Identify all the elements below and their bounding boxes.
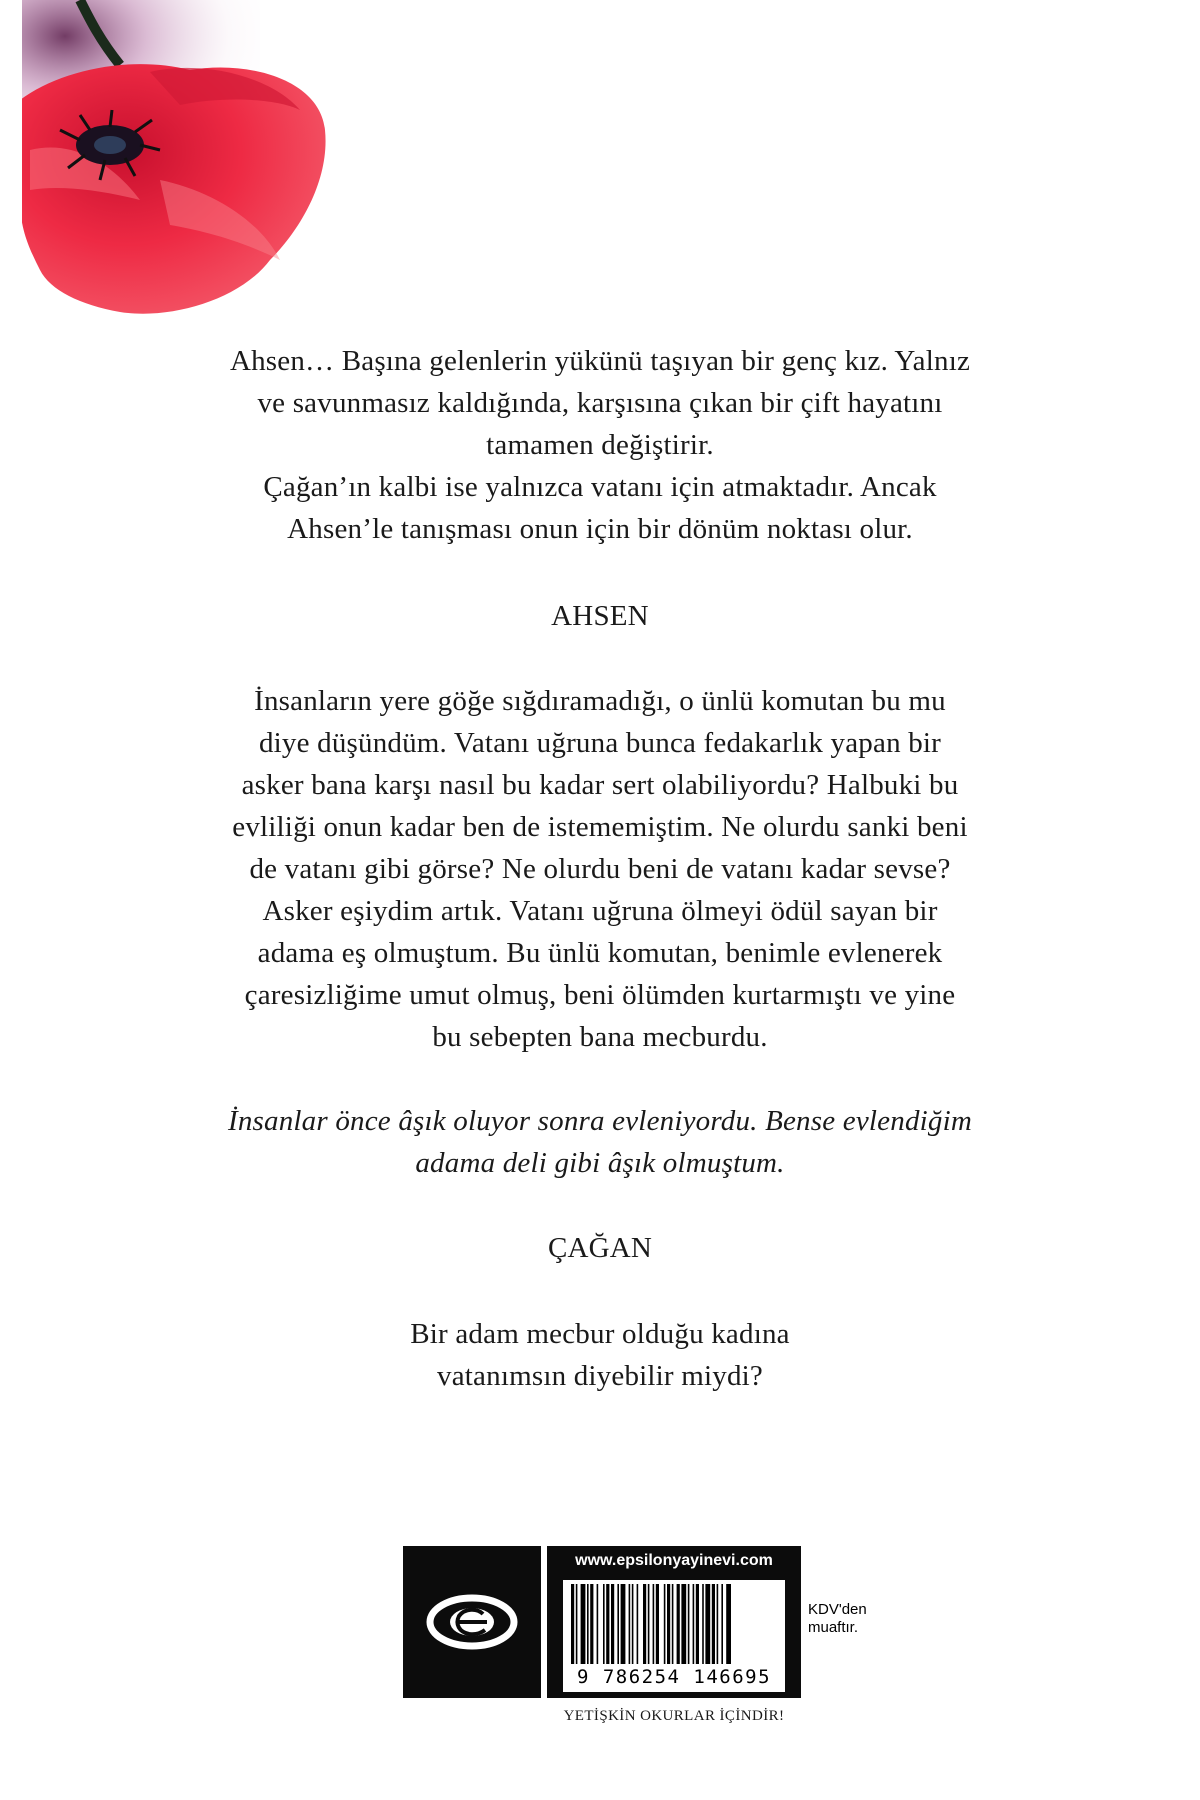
publisher-logo-box	[403, 1546, 541, 1698]
cagan-paragraph	[180, 1313, 1020, 1397]
heading-ahsen: AHSEN	[551, 600, 649, 632]
barcode-bar	[664, 1584, 666, 1664]
text-line: diye düşündüm. Vatanı uğruna bunca fedakarlık yapan bir	[258, 727, 942, 759]
barcode-bar	[717, 1584, 719, 1664]
isbn-number: 9 786254 146695	[576, 1666, 772, 1688]
barcode-bar	[621, 1584, 626, 1664]
poppy-flower-image	[0, 0, 340, 330]
text-line: İnsanların yere göğe sığdıramadığı, o ünlü komutan bu mu	[254, 685, 946, 717]
audience-note: YETİŞKİN OKURLAR İÇİNDİR!	[563, 1708, 785, 1724]
barcode-bar	[677, 1584, 680, 1664]
text-line: Bir adam mecbur olduğu kadına	[410, 1318, 790, 1350]
ahsen-paragraph	[180, 680, 1020, 1058]
barcode-bar	[712, 1584, 715, 1664]
barcode-bar	[581, 1584, 586, 1664]
barcode-bar	[637, 1584, 639, 1664]
text-line: evliliği onun kadar ben de istememiştim. Ne olurdu sanki beni	[232, 811, 968, 843]
barcode-bar	[587, 1584, 589, 1664]
text-line: adama eş olmuştum. Bu ünlü komutan, benimle evlenerek	[257, 937, 943, 969]
barcode	[563, 1580, 785, 1692]
barcode-bar	[611, 1584, 614, 1664]
text-line: adama deli gibi âşık olmuştum.	[415, 1147, 785, 1179]
barcode-bar	[667, 1584, 670, 1664]
barcode-bar	[656, 1584, 659, 1664]
text-line: ve savunmasız kaldığında, karşısına çıkan bir çift hayatını	[257, 387, 943, 419]
publisher-panel	[403, 1546, 873, 1746]
text-line: Asker eşiydim artık. Vatanı uğruna ölmeyi ödül sayan bir	[262, 895, 938, 927]
barcode-bar	[629, 1584, 631, 1664]
barcode-bar	[705, 1584, 710, 1664]
text-line: asker bana karşı nasıl bu kadar sert olabiliyordu? Halbuki bu	[241, 769, 959, 801]
tax-note-line: muaftır.	[808, 1619, 859, 1636]
text-line: tamamen değiştirir.	[486, 429, 714, 461]
barcode-bar	[696, 1584, 699, 1664]
tax-note-line: KDV'den	[808, 1601, 867, 1618]
barcode-bar	[681, 1584, 686, 1664]
barcode-box	[547, 1546, 801, 1698]
barcode-bar	[721, 1584, 723, 1664]
barcode-bar	[606, 1584, 609, 1664]
text-line: Ahsen… Başına gelenlerin yükünü taşıyan bir genç kız. Yalnız	[229, 345, 971, 377]
barcode-bars	[563, 1584, 785, 1664]
barcode-bar	[648, 1584, 650, 1664]
barcode-bar	[653, 1584, 655, 1664]
barcode-bar	[693, 1584, 695, 1664]
barcode-bar	[576, 1584, 578, 1664]
epsilon-e-logo-icon	[403, 1546, 541, 1698]
left-margin-strip	[0, 0, 22, 1800]
text-line: bu sebepten bana mecburdu.	[432, 1021, 768, 1053]
barcode-bar	[632, 1584, 634, 1664]
barcode-bar	[702, 1584, 704, 1664]
barcode-bar	[643, 1584, 646, 1664]
barcode-bar	[603, 1584, 605, 1664]
text-line: vatanımsın diyebilir miydi?	[437, 1360, 763, 1392]
text-line: Çağan’ın kalbi ise yalnızca vatanı için atmaktadır. Ancak	[263, 471, 937, 503]
text-line: Ahsen’le tanışması onun için bir dönüm noktası olur.	[287, 513, 913, 545]
barcode-bar	[617, 1584, 619, 1664]
barcode-bar	[597, 1584, 599, 1664]
heading-cagan: ÇAĞAN	[547, 1232, 653, 1264]
tax-note	[808, 1601, 878, 1637]
barcode-bar	[571, 1584, 574, 1664]
italic-quote	[180, 1100, 1020, 1184]
barcode-bar	[672, 1584, 674, 1664]
barcode-bar	[726, 1584, 731, 1664]
text-line: de vatanı gibi görse? Ne olurdu beni de vatanı kadar sevse?	[249, 853, 951, 885]
text-line: çaresizliğime umut olmuş, beni ölümden kurtarmıştı ve yine	[244, 979, 956, 1011]
barcode-bar	[688, 1584, 690, 1664]
barcode-bar	[590, 1584, 593, 1664]
intro-paragraph	[180, 340, 1020, 550]
publisher-website: www.epsilonyayinevi.com	[575, 1552, 773, 1569]
text-line: İnsanlar önce âşık oluyor sonra evleniyordu. Bense evlendiğim	[227, 1105, 972, 1137]
